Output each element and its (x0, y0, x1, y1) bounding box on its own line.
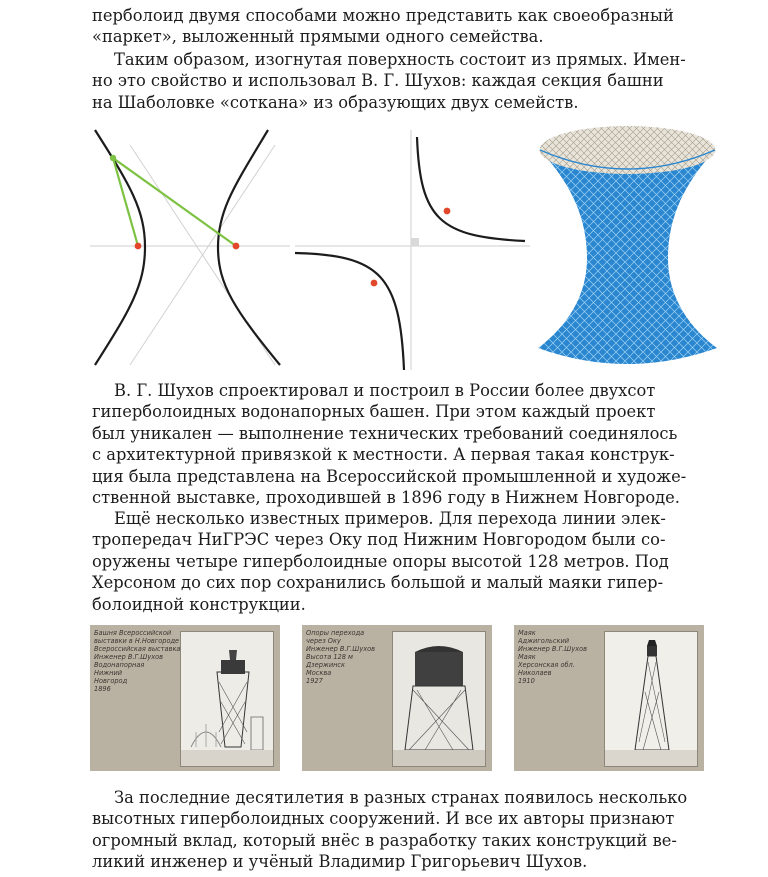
paragraph-line: на Шаболовке «соткана» из образующих двух семейств. (92, 92, 579, 112)
handwritten-line: Инженер В.Г.Шухов (94, 653, 164, 661)
paragraph-line: ция была представлена на Всероссийской промышленной и художе- (92, 466, 687, 486)
paragraph-line: ственной выставке, проходившей в 1896 году в Нижнем Новгороде. (92, 488, 680, 508)
paragraph-line: «паркет», выложенный прямыми одного семейства. (92, 27, 544, 47)
handwritten-notes (306, 629, 394, 767)
paragraph-line: с архитектурной привязкой к местности. А первая такая конструк- (92, 445, 675, 465)
reciprocal-function-figure (290, 125, 530, 375)
handwritten-line: Николаев (518, 669, 552, 677)
handwritten-line: Маяк (518, 629, 536, 637)
paragraph-line: ликий инженер и учёный Владимир Григорьевич Шухов. (92, 852, 588, 872)
paragraph-line: тропередач НиГРЭС через Оку под Нижним Новгородом были со- (92, 530, 666, 550)
handwritten-line: Инженер В.Г.Шухов (306, 645, 376, 653)
paragraph-line: оружены четыре гиперболоидные опоры высотой 128 метров. Под (92, 551, 669, 571)
handwritten-line: через Оку (306, 637, 341, 645)
paragraph-line: За последние десятилетия в разных странах появилось несколько (114, 788, 688, 807)
handwritten-line: Маяк (518, 653, 536, 661)
paragraph-2 (92, 49, 686, 113)
paragraph-line: высотных гиперболоидных сооружений. И все их авторы признают (92, 809, 675, 829)
handwritten-line: 1927 (306, 677, 323, 685)
photo-water-tower (180, 631, 274, 767)
handwritten-line: 1910 (518, 677, 535, 685)
handwritten-line: Водонапорная (94, 661, 145, 669)
paragraph-line: В. Г. Шухов спроектировал и построил в России более двухсот (114, 381, 656, 400)
handwritten-line: Башня Всероссийской выставки в Н.Новгороде (94, 629, 180, 645)
handwritten-notes (518, 629, 606, 767)
paragraph-line: гиперболоидных водонапорных башен. При этом каждый проект (92, 402, 656, 422)
photo-lighthouse (604, 631, 698, 767)
handwritten-line: Херсонская обл. (518, 661, 575, 669)
handwritten-line: Высота 128 м (306, 653, 354, 661)
handwritten-line: Новгород (94, 677, 128, 685)
handwritten-notes (94, 629, 182, 767)
handwritten-line: Аджигольский (518, 637, 570, 645)
paragraph-line: но это свойство и использовал В. Г. Шухов: каждая секция башни (92, 71, 664, 91)
paragraph-line: Таким образом, изогнутая поверхность состоит из прямых. Имен- (114, 50, 686, 69)
hyperboloid-3d-figure (535, 118, 720, 373)
paragraph-5 (92, 787, 688, 873)
paragraph-1 (92, 5, 674, 48)
handwritten-line: Инженер В.Г.Шухов (518, 645, 588, 653)
archive-card-oka-pylon (302, 625, 492, 771)
paragraph-3 (92, 380, 687, 508)
paragraph-line: Ещё несколько известных примеров. Для перехода линии элек- (114, 509, 666, 528)
handwritten-line: Дзержинск (306, 661, 346, 669)
paragraph-line: огромный вклад, который внёс в разработку таких конструкций ве- (92, 830, 677, 850)
handwritten-line: 1896 (94, 685, 111, 693)
paragraph-4 (92, 508, 669, 615)
archive-card-water-tower (90, 625, 280, 771)
handwritten-line: Нижний (94, 669, 123, 677)
archive-card-lighthouse (514, 625, 704, 771)
paragraph-line: перболоид двумя способами можно представить как своеобразный (92, 6, 674, 25)
photo-oka-pylon (392, 631, 486, 767)
handwritten-line: Всероссийская выставка (94, 645, 181, 653)
paragraph-line: болоидной конструкции. (92, 594, 306, 614)
hyperbola-figure-left (90, 125, 290, 375)
paragraph-line: был уникален — выполнение технических требований соединялось (92, 423, 678, 443)
handwritten-line: Опоры перехода (306, 629, 365, 637)
paragraph-line: Херсоном до сих пор сохранились большой и малый маяки гипер- (92, 573, 664, 593)
handwritten-line: Москва (306, 669, 332, 677)
